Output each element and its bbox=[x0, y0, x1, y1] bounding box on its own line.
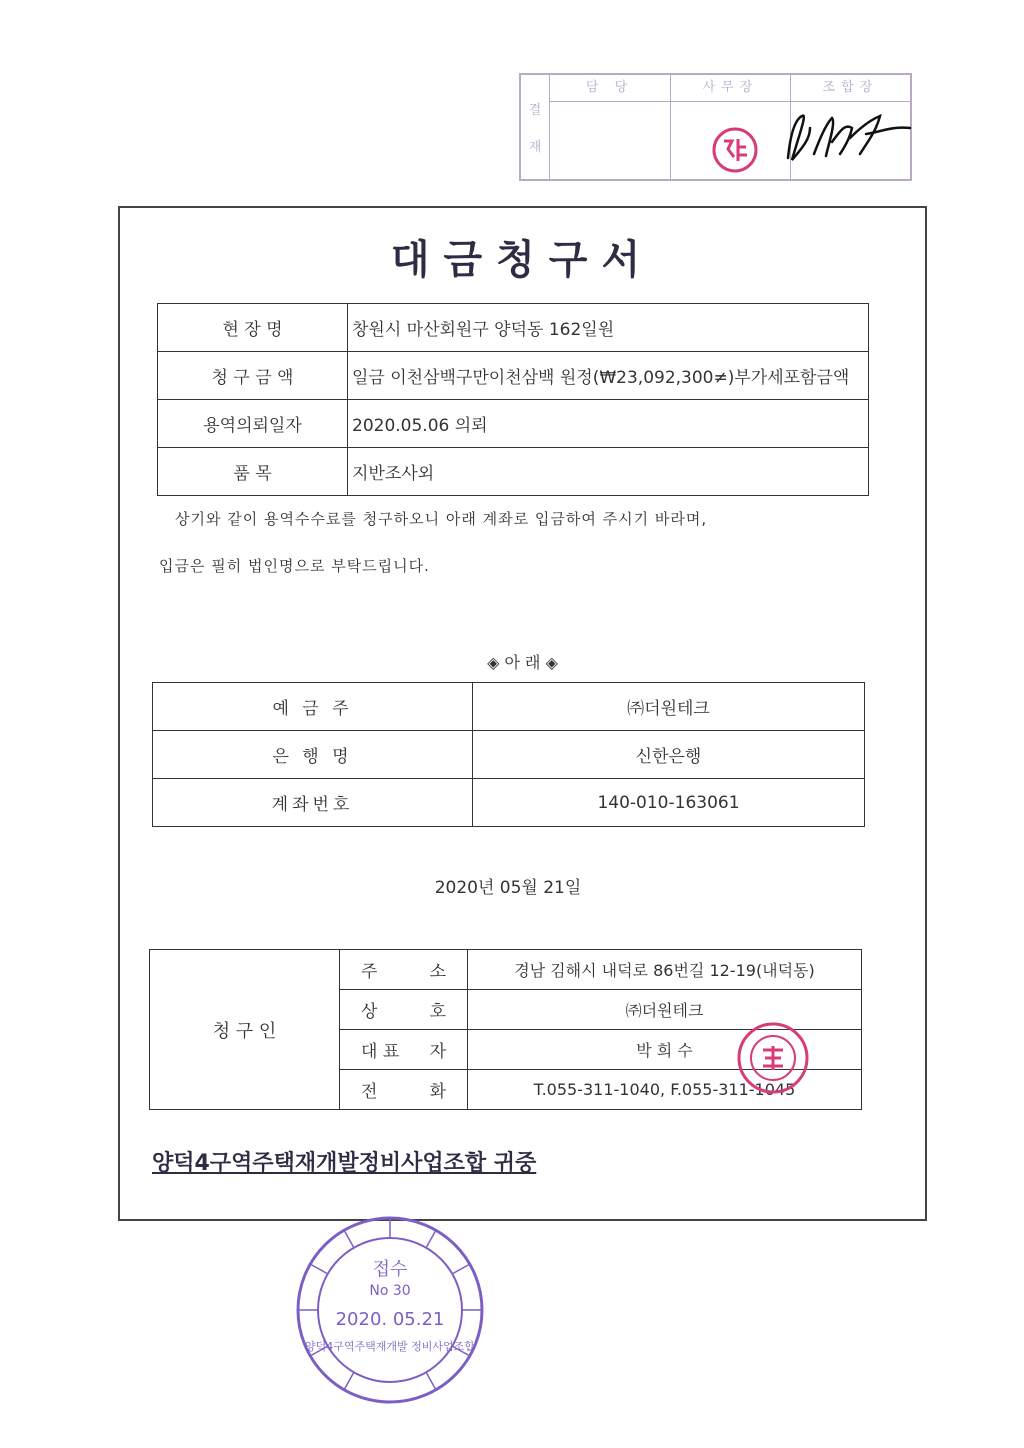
row-label: 계좌번호 bbox=[153, 779, 473, 827]
row-label: 용역의뢰일자 bbox=[158, 400, 348, 448]
bank-account-table bbox=[152, 682, 865, 827]
receipt-stamp-icon bbox=[290, 1215, 490, 1405]
table-row bbox=[150, 950, 862, 990]
approval-side-char: 재 bbox=[528, 140, 542, 155]
approval-col-staff bbox=[549, 75, 671, 179]
table-row bbox=[158, 448, 869, 496]
stamp-org: 양덕4구역주택재개발 정비사업조합 bbox=[305, 1340, 475, 1353]
row-value: T.055-311-1040, F.055-311-1045 bbox=[468, 1070, 862, 1110]
row-value: ㈜더원테크 bbox=[468, 990, 862, 1030]
row-label: 품 목 bbox=[158, 448, 348, 496]
label-part: 화 bbox=[429, 1082, 446, 1102]
row-value: 경남 김해시 내덕로 86번길 12-19(내덕동) bbox=[468, 950, 862, 990]
label-part: 호 bbox=[429, 1002, 446, 1022]
label-part: 대 표 bbox=[361, 1042, 400, 1062]
request-text-line2: 입금은 필히 법인명으로 부탁드립니다. bbox=[159, 557, 430, 575]
row-value: ㈜더원테크 bbox=[473, 683, 865, 731]
stamp-label: 접수 bbox=[372, 1259, 408, 1280]
approval-side-char: 결 bbox=[528, 103, 542, 118]
approval-side-label bbox=[521, 75, 550, 179]
company-seal-icon bbox=[735, 1020, 811, 1096]
table-row bbox=[158, 400, 869, 448]
table-row bbox=[153, 731, 865, 779]
approval-header: 사무장 bbox=[671, 75, 790, 102]
request-text-line1: 상기와 같이 용역수수료를 청구하오니 아래 계좌로 입금하여 주시기 바라며, bbox=[175, 510, 708, 528]
document-date: 2020년 05월 21일 bbox=[434, 878, 582, 898]
row-label: 예 금 주 bbox=[153, 683, 473, 731]
row-value: 박 희 수 bbox=[468, 1030, 862, 1070]
row-label bbox=[340, 1070, 468, 1110]
row-label bbox=[340, 990, 468, 1030]
table-row bbox=[158, 352, 869, 400]
row-value: 2020.05.06 의뢰 bbox=[348, 400, 869, 448]
document-title: 대금청구서 bbox=[390, 237, 655, 283]
row-label bbox=[340, 950, 468, 990]
signature-icon bbox=[780, 98, 920, 178]
invoice-details-table bbox=[157, 303, 869, 496]
label-part: 전 bbox=[361, 1082, 378, 1102]
row-value: 140-010-163061 bbox=[473, 779, 865, 827]
table-row bbox=[158, 304, 869, 352]
approval-header: 담 당 bbox=[549, 75, 670, 102]
approval-seal-icon bbox=[710, 125, 760, 175]
below-heading: ◈ 아 래 ◈ bbox=[487, 653, 558, 672]
table-row bbox=[153, 779, 865, 827]
label-part: 상 bbox=[361, 1002, 378, 1022]
approval-header: 조합장 bbox=[791, 75, 910, 102]
stamp-date: 2020. 05.21 bbox=[335, 1309, 445, 1330]
row-value: 신한은행 bbox=[473, 731, 865, 779]
label-part: 자 bbox=[429, 1042, 446, 1062]
row-label: 은 행 명 bbox=[153, 731, 473, 779]
row-value: 창원시 마산회원구 양덕동 162일원 bbox=[348, 304, 869, 352]
row-label: 현 장 명 bbox=[158, 304, 348, 352]
table-row bbox=[153, 683, 865, 731]
addressee: 양덕4구역주택재개발정비사업조합 귀중 bbox=[152, 1151, 537, 1176]
row-label: 청 구 금 액 bbox=[158, 352, 348, 400]
row-label bbox=[340, 1030, 468, 1070]
row-value: 일금 이천삼백구만이천삼백 원정(₩23,092,300≠)부가세포함금액 bbox=[348, 352, 869, 400]
label-part: 소 bbox=[429, 962, 446, 982]
claimant-heading: 청 구 인 bbox=[150, 950, 340, 1110]
row-value: 지반조사외 bbox=[348, 448, 869, 496]
label-part: 주 bbox=[361, 962, 378, 982]
stamp-number: No 30 bbox=[369, 1283, 411, 1299]
